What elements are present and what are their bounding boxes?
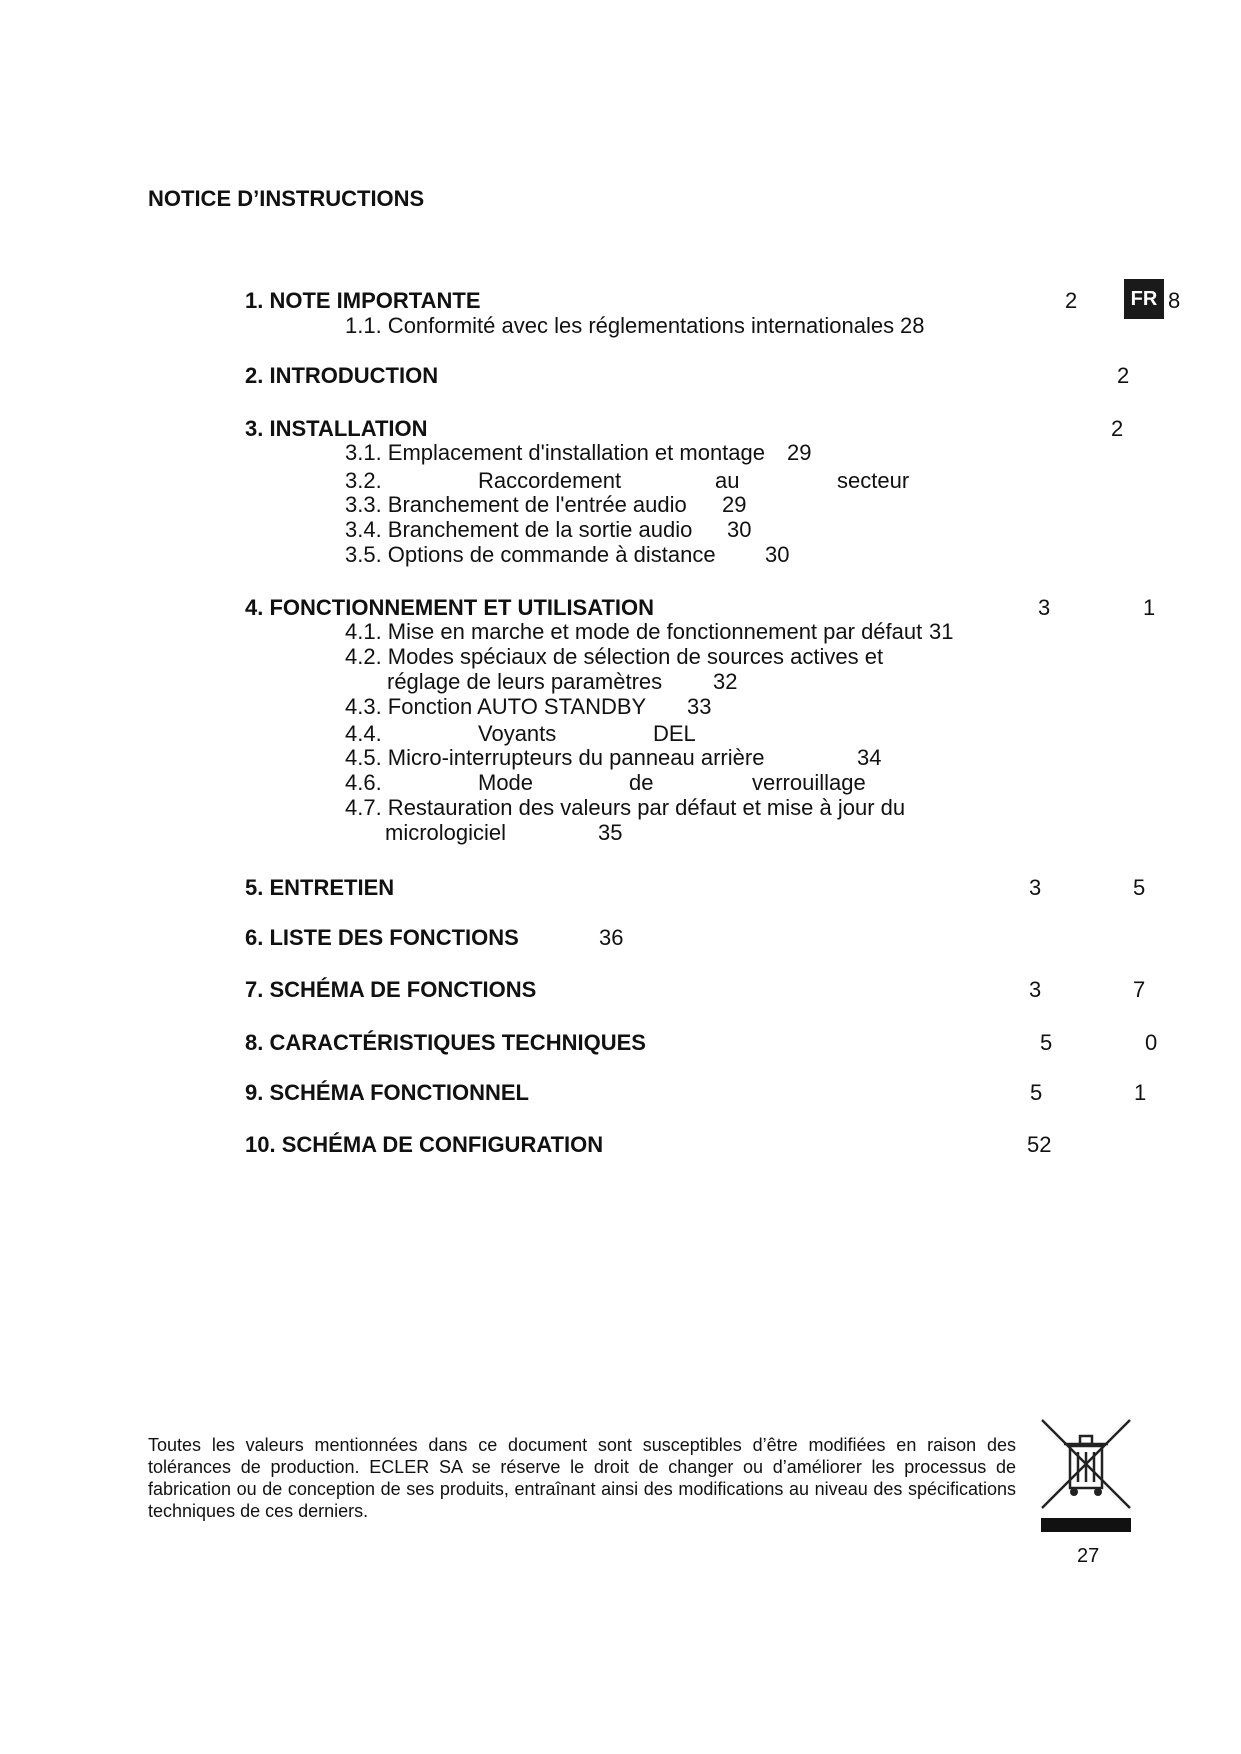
weee-bin-icon — [1040, 1418, 1132, 1536]
toc-item-3-2-word-3[interactable]: secteur — [837, 468, 910, 493]
toc-item-4-3-page: 33 — [687, 694, 712, 719]
toc-item-3-1-page: 29 — [787, 440, 812, 465]
toc-section-8-page-b: 0 — [1145, 1030, 1158, 1055]
language-badge: FR — [1124, 279, 1164, 319]
toc-section-5[interactable]: 5. ENTRETIEN — [245, 875, 395, 900]
toc-item-4-6-number[interactable]: 4.6. — [345, 770, 382, 795]
toc-item-4-4-number[interactable]: 4.4. — [345, 721, 382, 746]
toc-section-5-page-a: 3 — [1029, 875, 1042, 900]
toc-item-3-1[interactable]: 3.1. Emplacement d'installation et montage — [345, 440, 765, 465]
toc-section-7[interactable]: 7. SCHÉMA DE FONCTIONS — [245, 977, 537, 1002]
toc-item-4-4-word-2[interactable]: DEL — [653, 721, 696, 746]
toc-item-3-3-page: 29 — [722, 492, 747, 517]
toc-item-3-2-word-1[interactable]: Raccordement — [478, 468, 622, 493]
toc-section-1[interactable]: 1. NOTE IMPORTANTE — [245, 288, 481, 313]
toc-section-8-page-a: 5 — [1040, 1030, 1053, 1055]
toc-section-8[interactable]: 8. CARACTÉRISTIQUES TECHNIQUES — [245, 1030, 646, 1055]
toc-item-4-6-word-1[interactable]: Mode — [478, 770, 534, 795]
toc-item-4-5[interactable]: 4.5. Micro-interrupteurs du panneau arrière — [345, 745, 765, 770]
toc-section-2[interactable]: 2. INTRODUCTION — [245, 363, 439, 388]
toc-item-4-3[interactable]: 4.3. Fonction AUTO STANDBY — [345, 694, 647, 719]
toc-item-4-1-page: 31 — [929, 619, 954, 644]
toc-item-4-2-line-1[interactable]: 4.2. Modes spéciaux de sélection de sources actives et — [345, 644, 884, 669]
toc-item-3-5-page: 30 — [765, 542, 790, 567]
toc-section-5-page-b: 5 — [1133, 875, 1146, 900]
toc-item-3-2-word-2[interactable]: au — [715, 468, 740, 493]
toc-section-10[interactable]: 10. SCHÉMA DE CONFIGURATION — [245, 1132, 604, 1157]
toc-item-3-4-page: 30 — [727, 517, 752, 542]
toc-item-4-5-page: 34 — [857, 745, 882, 770]
toc-section-4-page-a: 3 — [1038, 595, 1051, 620]
toc-section-9-page-b: 1 — [1134, 1080, 1147, 1105]
toc-item-4-7-page: 35 — [598, 820, 623, 845]
toc-section-4-page-b: 1 — [1143, 595, 1156, 620]
toc-item-3-5[interactable]: 3.5. Options de commande à distance — [345, 542, 716, 567]
footer-disclaimer: Toutes les valeurs mentionnées dans ce document sont susceptibles d’être modifiées en raison des tolérances de production. ECLER SA se réserve le droit de changer ou d’améliorer les processus de fabrication ou de conception de ses produits, entraînant ainsi des modifications au niveau des spécifications techniques de ces derniers. — [148, 1435, 1016, 1521]
toc-section-1-page-b: 8 — [1168, 288, 1181, 313]
toc-section-6[interactable]: 6. LISTE DES FONCTIONS — [245, 925, 519, 950]
toc-section-10-page: 52 — [1027, 1132, 1052, 1157]
toc-item-4-6-word-2[interactable]: de — [629, 770, 654, 795]
toc-item-3-3[interactable]: 3.3. Branchement de l'entrée audio — [345, 492, 687, 517]
toc-section-7-page-a: 3 — [1029, 977, 1042, 1002]
toc-section-1-page-a: 2 — [1065, 288, 1078, 313]
toc-item-4-2-page: 32 — [713, 669, 738, 694]
toc-section-6-page: 36 — [599, 925, 624, 950]
toc-item-4-4-word-1[interactable]: Voyants — [478, 721, 557, 746]
toc-item-1-1[interactable]: 1.1. Conformité avec les réglementations internationales — [345, 313, 895, 338]
toc-item-4-1[interactable]: 4.1. Mise en marche et mode de fonctionnement par défaut — [345, 619, 923, 644]
toc-item-3-2-number[interactable]: 3.2. — [345, 468, 382, 493]
toc-section-7-page-b: 7 — [1133, 977, 1146, 1002]
toc-item-4-7-line-2[interactable]: micrologiciel — [385, 820, 507, 845]
toc-item-4-7-line-1[interactable]: 4.7. Restauration des valeurs par défaut et mise à jour du — [345, 795, 906, 820]
toc-item-4-6-word-3[interactable]: verrouillage — [752, 770, 866, 795]
toc-section-2-page: 2 — [1117, 363, 1130, 388]
page-number: 27 — [1077, 1545, 1100, 1567]
toc-section-3-page: 2 — [1111, 416, 1124, 441]
toc-section-3[interactable]: 3. INSTALLATION — [245, 416, 428, 441]
toc-item-4-2-line-2[interactable]: réglage de leurs paramètres — [387, 669, 663, 694]
toc-section-9-page-a: 5 — [1030, 1080, 1043, 1105]
toc-section-9[interactable]: 9. SCHÉMA FONCTIONNEL — [245, 1080, 529, 1105]
document-title: NOTICE D’INSTRUCTIONS — [148, 186, 425, 211]
toc-section-4[interactable]: 4. FONCTIONNEMENT ET UTILISATION — [245, 595, 655, 620]
toc-item-3-4[interactable]: 3.4. Branchement de la sortie audio — [345, 517, 693, 542]
toc-item-1-1-page: 28 — [900, 313, 925, 338]
